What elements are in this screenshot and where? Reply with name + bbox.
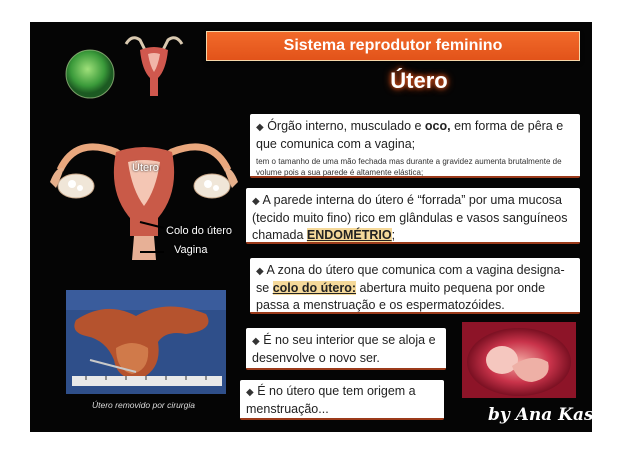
box4-text: É no seu interior que se aloja e desenvolve o novo ser. (252, 333, 436, 365)
text-box-1 (250, 114, 580, 178)
box5-text: É no útero que tem origem a menstruação... (246, 384, 416, 416)
label-utero: Útero (132, 162, 159, 174)
author-signature: by Ana Kastro (488, 405, 622, 425)
text-box-2 (246, 188, 580, 244)
box3-highlight: colo do útero: (272, 281, 357, 295)
text-box-5 (240, 380, 444, 420)
bullet-icon: ◆ (256, 122, 264, 133)
label-colo: Colo do útero (166, 225, 233, 237)
section-title: Útero (390, 68, 448, 93)
box1-text-pre: Órgão interno, musculado e (267, 119, 425, 133)
photo-caption: Útero removido por cirurgia (92, 400, 195, 410)
small-uterus-diagram (118, 30, 190, 102)
label-vagina: Vagina (174, 244, 208, 256)
bullet-icon: ◆ (252, 196, 260, 207)
box2-highlight: ENDOMÉTRIO (306, 228, 392, 242)
pointer-line-colo (136, 218, 166, 258)
box1-small-text: tem o tamanho de uma mão fechada mas durante a gravidez aumenta brutalmente de volume pois a sua parede é altamente elástica; (256, 157, 562, 177)
title-bar: Sistema reprodutor feminino (206, 31, 580, 61)
text-box-3 (250, 258, 580, 314)
box1-text-bold: oco, (424, 119, 451, 133)
text-box-4 (246, 328, 446, 370)
box2-text-post: ; (391, 228, 396, 242)
box1-text-post: em forma de pêra e que comunica com a vagina; (256, 119, 564, 151)
box2-text-pre: A parede interna do útero é “forrada” por uma mucosa (tecido muito fino) rico em glândulas e vasos sanguíneos chamada (252, 193, 568, 242)
bullet-icon: ◆ (256, 266, 264, 277)
bullet-icon: ◆ (246, 387, 254, 398)
bullet-icon: ◆ (252, 336, 260, 347)
fetus-photo (462, 322, 576, 398)
surgery-photo (66, 290, 226, 394)
box3-text-post: abertura muito pequena por onde passa a menstruação e os espermatozóides. (256, 281, 546, 312)
box3-text-pre: A zona do útero que comunica com a vagina designa-se (256, 263, 565, 295)
ovum-image (64, 48, 116, 100)
